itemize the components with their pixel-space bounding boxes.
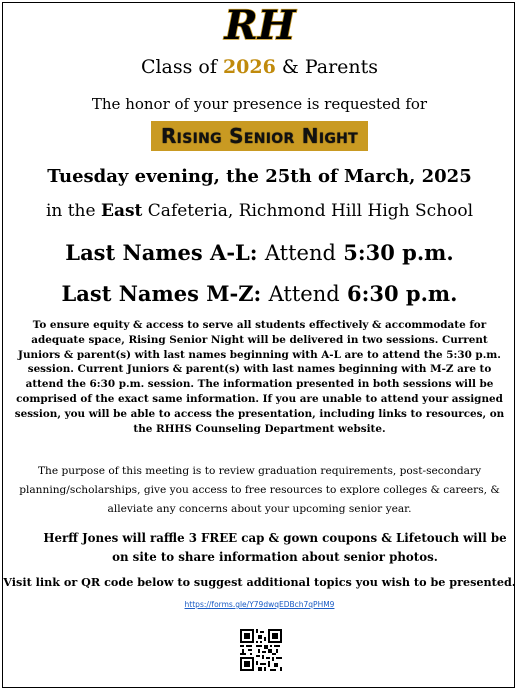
class-year: 2026 — [222, 56, 276, 78]
raffle-paragraph: Herff Jones will raffle 3 FREE cap & gown coupons & Lifetouch will be on site to share information about senior photos. — [43, 531, 507, 564]
location-line: in the East Cafeteria, Richmond Hill High School — [45, 201, 474, 221]
visit-paragraph: Visit link or QR code below to suggest additional topics you wish to be presented. — [3, 575, 516, 589]
svg-text:RH: RH — [223, 6, 296, 46]
honor-line: The honor of your presence is requested for — [91, 95, 428, 113]
class-heading: Class of 2026 & Parents — [140, 56, 379, 78]
session-a-l: Last Names A-L: Attend 5:30 p.m. — [65, 240, 454, 265]
event-title-banner: Rising Senior Night — [151, 121, 368, 151]
rh-logo — [0, 6, 519, 50]
form-link[interactable]: https://forms.gle/Y79dwqEDBch7qPHM9 — [184, 600, 335, 609]
event-title — [0, 121, 519, 151]
form-link-line — [0, 600, 519, 609]
equity-paragraph: To ensure equity & access to serve all students effectively & accommodate for adequate space, Rising Senior Night will be delivered in two sessions. Current Juniors & parent(s) with last names beginning with A-L are to attend the 5:30 p.m. session. Current Juniors & parent(s) with last names beginning with M-Z are to attend the 6:30 p.m. session. The information presented in both sessions will be comprised of the exact same information. If you are unable to attend your assigned session, you will be able to access the presentation, including links to resources, on the RHHS Counseling Department website. — [14, 319, 505, 435]
qr-code-icon[interactable] — [240, 629, 282, 671]
session-m-z: Last Names M-Z: Attend 6:30 p.m. — [61, 281, 458, 306]
date-line: Tuesday evening, the 25th of March, 2025 — [47, 166, 472, 187]
purpose-paragraph: The purpose of this meeting is to review graduation requirements, post-secondary planning/scholarships, give you access to free resources to explore colleges & careers, & alleviate any concerns about your upcoming senior year. — [19, 465, 500, 515]
